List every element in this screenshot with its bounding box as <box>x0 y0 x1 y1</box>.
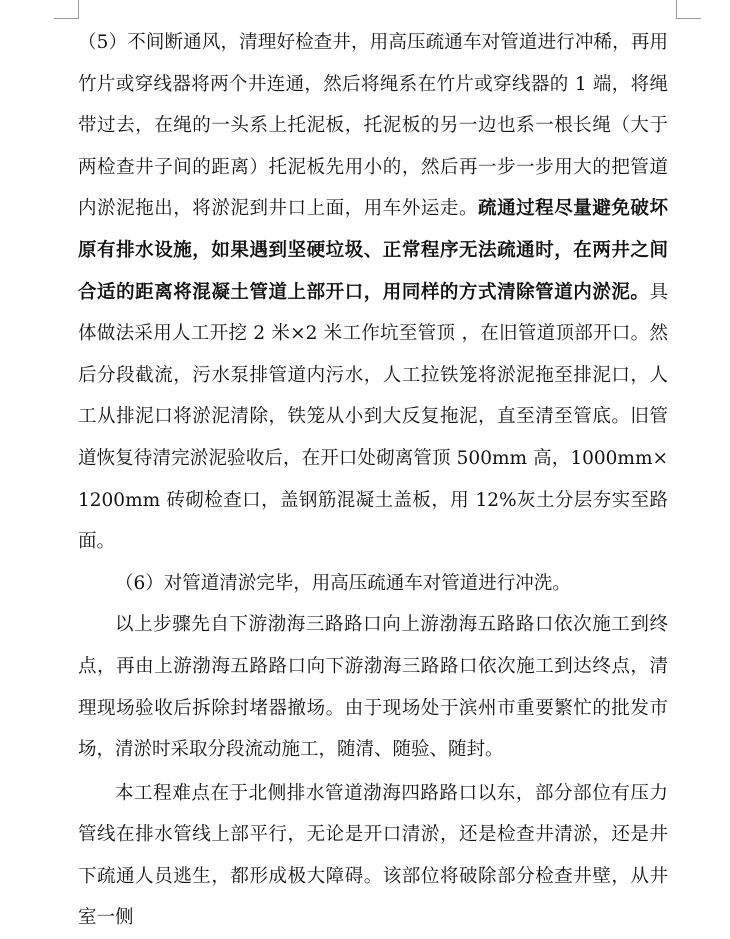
page-margin-corner-left <box>54 0 79 19</box>
paragraph-step-5 <box>78 22 668 563</box>
paragraph-step-6: （6）对管道清淤完毕，用高压疏通车对管道进行冲洗。 <box>115 572 571 594</box>
document-body <box>78 22 668 939</box>
page-margin-corner-right <box>676 0 701 19</box>
paragraph-construction-sequence: 以上步骤先自下游渤海三路路口向上游渤海五路路口依次施工到终点，再由上游渤海五路路口向下游渤海三路路口依次施工到达终点，清理现场验收后拆除封堵器撤场。由于现场处于滨州市重要繁忙的批发市场，清淤时采取分段流动施工，随清、随验、随封。 <box>78 614 668 761</box>
paragraph-step-5-text-continued: 具体做法采用人工开挖 2 米×2 米工作坑至管顶 ，在旧管道顶部开口。然后分段截流，污水泵排管道内污水，人工拉铁笼将淤泥拖至排泥口，人工从排泥口将淤泥清除，铁笼从小到大反复拖泥，直至清至管底。旧管道恢复待清完淤泥验收后，在开口处砌离管顶 500mm 高，1000mm×1200mm 砖砌检查口，盖钢筋混凝土盖板，用 12%灰土分层夯实至路面。 <box>78 281 668 553</box>
paragraph-difficulty: 本工程难点在于北侧排水管道渤海四路路口以东，部分部位有压力管线在排水管线上部平行，无论是开口清淤，还是检查井清淤，还是井下疏通人员逃生，都形成极大障碍。该部位将破除部分检查井壁，从井室一侧 <box>78 782 668 929</box>
paragraph-step-5-text: （5）不间断通风，清理好检查井，用高压疏通车对管道进行冲稀，再用竹片或穿线器将两个井连通，然后将绳系在竹片或穿线器的 1 端，将绳带过去，在绳的一头系上托泥板，托泥板的另一边也系一根长绳（大于两检查井子间的距离）托泥板先用小的，然后再一步一步用大的把管道内淤泥拖出，将淤泥到井口上面，用车外运走。 <box>78 32 668 220</box>
paragraph-step-5-bold-text: 疏通过程尽量避免破坏原有排水设施，如果遇到坚硬垃圾、正常程序无法疏通时，在两井之间合适的距离将混凝土管道上部开口，用同样的方式清除管道内淤泥。 <box>78 198 668 303</box>
